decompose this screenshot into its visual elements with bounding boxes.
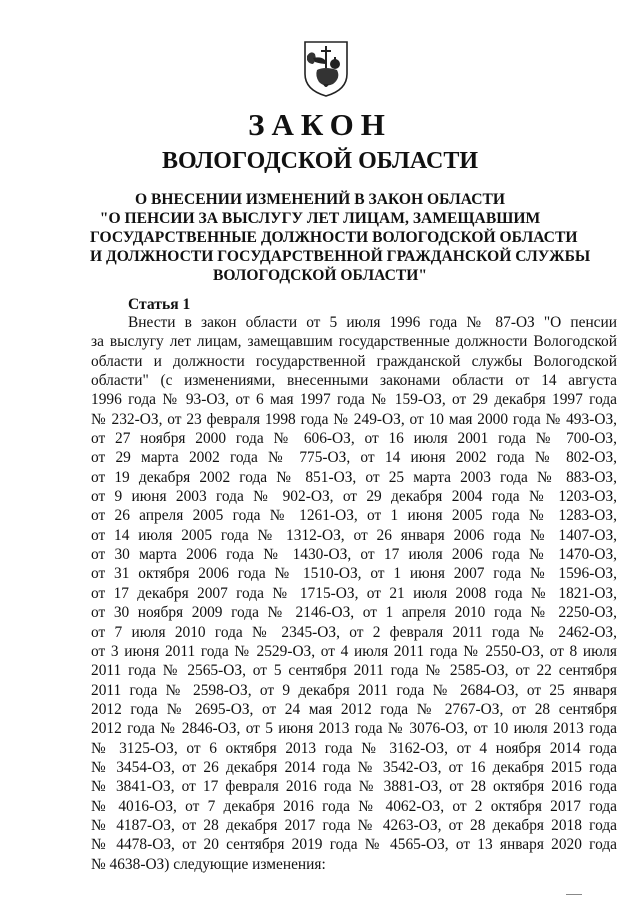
body-line: № 232-ОЗ, от 23 февраля 1998 года № 249-ОЗ, от 10 мая 2000 года № 493-ОЗ, <box>91 410 617 428</box>
body-line: 1996 года № 93-ОЗ, от 6 мая 1997 года № 159-ОЗ, от 29 декабря 1997 года <box>91 391 617 409</box>
body-line: Внести в закон области от 5 июля 1996 года № 87-ОЗ "О пенсии <box>128 314 617 331</box>
body-line: от 19 декабря 2002 года № 851-ОЗ, от 25 марта 2003 года № 883-ОЗ, <box>91 468 617 486</box>
body-line: за выслугу лет лицам, замещавшим государственные должности Вологодской <box>91 333 617 351</box>
body-line: от 3 июня 2011 года № 2529-ОЗ, от 4 июля 2011 года № 2550-ОЗ, от 8 июля <box>91 642 617 660</box>
law-heading <box>90 190 591 285</box>
body-line: № 3125-ОЗ, от 6 октября 2013 года № 3162-ОЗ, от 4 ноября 2014 года <box>91 739 617 757</box>
body-line: 2011 года № 2598-ОЗ, от 9 декабря 2011 года № 2684-ОЗ, от 25 января <box>91 681 617 699</box>
body-line: от 26 апреля 2005 года № 1261-ОЗ, от 1 июня 2005 года № 1283-ОЗ, <box>91 507 617 525</box>
body-line: № 4187-ОЗ, от 28 декабря 2017 года № 4263-ОЗ, от 28 декабря 2018 года <box>91 816 617 834</box>
body-line: области" (с изменениями, внесенными законами области от 14 августа <box>91 372 617 390</box>
document-region: ВОЛОГОДСКОЙ ОБЛАСТИ <box>161 148 479 174</box>
body-line: № 3841-ОЗ, от 17 февраля 2016 года № 3881-ОЗ, от 28 октября 2016 года <box>91 778 617 796</box>
heading-line: О ВНЕСЕНИИ ИЗМЕНЕНИЙ В ЗАКОН ОБЛАСТИ <box>134 191 506 208</box>
article-label: Статья 1 <box>128 296 191 313</box>
body-line: 2011 года № 2565-ОЗ, от 5 сентября 2011 года № 2585-ОЗ, от 22 сентября <box>91 662 617 680</box>
body-line: № 4638-ОЗ) следующие изменения: <box>91 855 326 873</box>
heading-line: ГОСУДАРСТВЕННЫЕ ДОЛЖНОСТИ ВОЛОГОДСКОЙ ОБЛАСТИ <box>90 229 578 246</box>
heading-line: "О ПЕНСИИ ЗА ВЫСЛУГУ ЛЕТ ЛИЦАМ, ЗАМЕЩАВШИМ <box>99 210 541 227</box>
body-line: от 30 марта 2006 года № 1430-ОЗ, от 17 июля 2006 года № 1470-ОЗ, <box>91 546 617 564</box>
body-line: № 3454-ОЗ, от 26 декабря 2014 года № 3542-ОЗ, от 16 декабря 2015 года <box>91 758 617 776</box>
body-line: от 17 декабря 2007 года № 1715-ОЗ, от 21 июля 2008 года № 1821-ОЗ, <box>91 584 617 602</box>
heading-line: ВОЛОГОДСКОЙ ОБЛАСТИ" <box>212 267 428 284</box>
body-line: от 27 ноября 2000 года № 606-ОЗ, от 16 июля 2001 года № 700-ОЗ, <box>91 430 617 448</box>
body-line: от 29 марта 2002 года № 775-ОЗ, от 14 июня 2002 года № 802-ОЗ, <box>91 449 617 467</box>
body-line: 2012 года № 2846-ОЗ, от 5 июня 2013 года № 3076-ОЗ, от 10 июля 2013 года <box>91 720 617 738</box>
scan-mark-icon <box>566 893 582 896</box>
coat-of-arms-icon <box>303 40 349 98</box>
body-line: 2012 года № 2695-ОЗ, от 24 мая 2012 года № 2767-ОЗ, от 28 сентября <box>91 700 617 718</box>
body-line: от 9 июня 2003 года № 902-ОЗ, от 29 декабря 2004 года № 1203-ОЗ, <box>91 488 617 506</box>
body-line: от 14 июля 2005 года № 1312-ОЗ, от 26 января 2006 года № 1407-ОЗ, <box>91 526 617 544</box>
body-line: области и должности государственной гражданской службы Вологодской <box>91 352 617 370</box>
body-line: № 4478-ОЗ, от 20 сентября 2019 года № 4565-ОЗ, от 13 января 2020 года <box>91 836 617 854</box>
document-title: ЗАКОН <box>248 107 392 142</box>
body-line: от 31 октября 2006 года № 1510-ОЗ, от 1 июня 2007 года № 1596-ОЗ, <box>91 565 617 583</box>
heading-line: И ДОЛЖНОСТИ ГОСУДАРСТВЕННОЙ ГРАЖДАНСКОЙ СЛУЖБЫ <box>90 248 591 265</box>
body-line: от 7 июля 2010 года № 2345-ОЗ, от 2 февраля 2011 года № 2462-ОЗ, <box>91 623 617 641</box>
article-body <box>91 313 617 874</box>
body-line: № 4016-ОЗ, от 7 декабря 2016 года № 4062-ОЗ, от 2 октября 2017 года <box>91 797 617 815</box>
body-line: от 30 ноября 2009 года № 2146-ОЗ, от 1 апреля 2010 года № 2250-ОЗ, <box>91 604 617 622</box>
